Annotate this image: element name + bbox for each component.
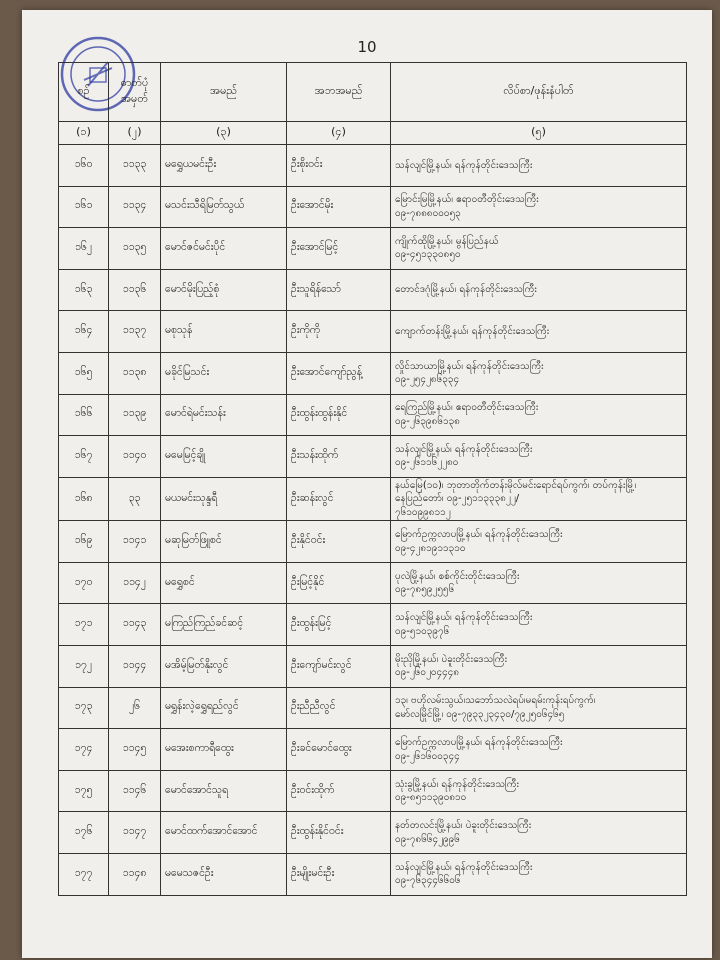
student-name: မအေးစကာရီထွေး [161, 729, 287, 771]
phone-text: ၀၉-၅၁၀၃၉၇၆ [395, 625, 450, 637]
address-phone-cell [391, 186, 687, 228]
student-name: မောင်ထက်အောင်အောင် [161, 812, 287, 854]
father-name: ဦးနိုင်ဝင်း [287, 521, 391, 563]
table-header-row [59, 63, 687, 122]
phone-text: ၀၉-၇၆၃၄၄၆၆၀၆ [395, 875, 461, 887]
father-name: ဦးကိုကို [287, 311, 391, 353]
address-phone-cell [391, 604, 687, 646]
row-number: ၁၇၁ [59, 604, 109, 646]
address-phone-cell [391, 854, 687, 896]
student-name: မဆုမြတ်ဖြူစင် [161, 521, 287, 563]
student-name: မမေသဇင်ဦး [161, 854, 287, 896]
page-number: 10 [357, 38, 377, 56]
father-name: ဦးထွန်းမြင့် [287, 604, 391, 646]
address-text: မြောင်းမြမြို့နယ်၊ ဧရာဝတီတိုင်းဒေသကြီး [395, 194, 539, 206]
student-name: မယမင်းသုန္ဒရီ [161, 477, 287, 521]
row-number: ၁၆၃ [59, 269, 109, 311]
student-name: မရွှေယမင်းဦး [161, 145, 287, 187]
address-text: သန်လျင်မြို့နယ်၊ ရန်ကုန်တိုင်းဒေသကြီး [395, 159, 533, 171]
table-row [59, 228, 687, 270]
student-name: မောင်အောင်သူရ [161, 770, 287, 812]
table-row [59, 604, 687, 646]
photo-number: ၁၁၄၂ [109, 562, 161, 604]
row-number: ၁၇၇ [59, 854, 109, 896]
row-number: ၁၇၄ [59, 729, 109, 771]
phone-text: ၀၉-၂၆၁၆၀၀၃၄၄ [395, 750, 460, 762]
photo-number: ၃၃ [109, 477, 161, 521]
father-name: ဦးသူရိန်သော် [287, 269, 391, 311]
student-name: မရွှေစင် [161, 562, 287, 604]
address-text: မိုးညိုမြို့နယ်၊ ပဲခူးတိုင်းဒေသကြီး [395, 653, 508, 665]
column-header: လိပ်စာ/ဖုန်းနံပါတ် [391, 63, 687, 122]
table-row [59, 145, 687, 187]
address-phone-cell [391, 228, 687, 270]
father-name: ဦးညီညီလွင် [287, 687, 391, 729]
row-number: ၁၆၆ [59, 394, 109, 436]
father-name: ဦးမျိုးမင်းဦး [287, 854, 391, 896]
address-text: မြောက်ဥက္ကလာပမြို့နယ်၊ ရန်ကုန်တိုင်းဒေသကြီး [395, 529, 563, 541]
row-number: ၁၆၁ [59, 186, 109, 228]
address-phone-cell [391, 729, 687, 771]
table-row [59, 854, 687, 896]
address-phone-cell [391, 477, 687, 521]
photo-number: ၁၁၄၃ [109, 604, 161, 646]
father-name: ဦးသန်းထိုက် [287, 436, 391, 478]
phone-text: ၀၉-၄၂၈၁၉၁၁၃၁၀ [395, 542, 466, 554]
phone-text: မော်လမြိုင်မြို့၊ ၀၉-၇၉၃၃၂၃၄၃၀/၇၉၂၅၀၆၄၆၅ [395, 708, 565, 720]
address-text: ရေကြည်မြို့နယ်၊ ဧရာဝတီတိုင်းဒေသကြီး [395, 402, 539, 414]
phone-text: ၀၉-၄၅၁၃၃၀၈၅၀ [395, 249, 461, 261]
table-row [59, 352, 687, 394]
student-name: မောင်ဇင်မင်းပိုင် [161, 228, 287, 270]
row-number: ၁၆၄ [59, 311, 109, 353]
student-name: မောင်ရဲမင်းသန်း [161, 394, 287, 436]
photo-number: ၁၁၃၈ [109, 352, 161, 394]
student-name: မခိုင်မြသင်း [161, 352, 287, 394]
phone-text: ၀၉-၂၆၁၁၆၂၂၈၀ [395, 457, 459, 469]
address-text: ကျောက်တန်းမြို့နယ်၊ ရန်ကုန်တိုင်းဒေသကြီး [395, 325, 550, 337]
row-number: ၁၇၅ [59, 770, 109, 812]
column-index-row [59, 122, 687, 145]
row-number: ၁၇၆ [59, 812, 109, 854]
column-index: (၄) [287, 122, 391, 145]
row-number: ၁၆၅ [59, 352, 109, 394]
row-number: ၁၆၀ [59, 145, 109, 187]
table-row [59, 477, 687, 521]
address-text: သုံးခွမြို့နယ်၊ ရန်ကုန်တိုင်းဒေသကြီး [395, 778, 520, 790]
address-text: ပုလဲမြို့နယ်၊ စစ်ကိုင်းတိုင်းဒေသကြီး [395, 570, 520, 582]
phone-text: ၀၉-၂၅၄၂၈၆၃၃၄ [395, 374, 460, 386]
father-name: ဦးအောင်မြင့် [287, 228, 391, 270]
row-number: ၁၇၃ [59, 687, 109, 729]
address-phone-cell [391, 770, 687, 812]
row-number: ၁၆၈ [59, 477, 109, 521]
father-name: ဦးအောင်ကျော်ညွန့် [287, 352, 391, 394]
father-name: ဦးအောင်မိုး [287, 186, 391, 228]
address-text: တောင်ဒဂုံမြို့နယ်၊ ရန်ကုန်တိုင်းဒေသကြီး [395, 284, 537, 296]
table-row [59, 687, 687, 729]
address-phone-cell [391, 436, 687, 478]
photo-number: ၁၁၄၅ [109, 729, 161, 771]
student-name: မစုသုန် [161, 311, 287, 353]
photo-number: ၁၁၄၈ [109, 854, 161, 896]
phone-text: ၀၉-၈၅၁၁၃၉၀၈၁၀ [395, 792, 467, 804]
photo-number: ၁၁၃၅ [109, 228, 161, 270]
table-row [59, 729, 687, 771]
address-phone-cell [391, 521, 687, 563]
column-header: အဘအမည် [287, 63, 391, 122]
address-phone-cell [391, 394, 687, 436]
photo-number: ၁၁၃၆ [109, 269, 161, 311]
photo-number: ၂၆ [109, 687, 161, 729]
table-row [59, 812, 687, 854]
row-number: ၁၆၂ [59, 228, 109, 270]
table-row [59, 394, 687, 436]
photo-number: ၁၁၃၄ [109, 186, 161, 228]
address-phone-cell [391, 145, 687, 187]
photo-number: ၁၁၃၇ [109, 311, 161, 353]
row-number: ၁၇၀ [59, 562, 109, 604]
father-name: ဦးဝင်းထိုက် [287, 770, 391, 812]
column-header: ဓာတ်ပုံ အမှတ် [109, 63, 161, 122]
phone-text: ၇၆၁၀၉၉၈၁၁၂ [395, 506, 451, 518]
father-name: ဦးမြင့်နိုင် [287, 562, 391, 604]
father-name: ဦးထွန်းထွန်းနိုင် [287, 394, 391, 436]
column-index: (၃) [161, 122, 287, 145]
student-name: မသင်းသီရိမြတ်သွယ် [161, 186, 287, 228]
address-phone-cell [391, 269, 687, 311]
address-phone-cell [391, 562, 687, 604]
address-text: သန်လျင်မြို့နယ်၊ ရန်ကုန်တိုင်းဒေသကြီး [395, 612, 533, 624]
address-text: သန်လျင်မြို့နယ်၊ ရန်ကုန်တိုင်းဒေသကြီး [395, 861, 533, 873]
column-index: (၅) [391, 122, 687, 145]
address-text: လှိုင်သာယာမြို့နယ်၊ ရန်ကုန်တိုင်းဒေသကြီး [395, 360, 544, 372]
photo-number: ၁၁၄၆ [109, 770, 161, 812]
photo-number: ၁၁၄၁ [109, 521, 161, 563]
phone-text: ၀၉-၇၈၅၉၂၅၅၆ [395, 584, 455, 596]
row-number: ၁၆၉ [59, 521, 109, 563]
phone-text: ၀၉-၂၆၀၂၀၄၄၄၈ [395, 667, 460, 679]
phone-text: ၀၉-၇၈၈၈၀၀၀၅၃ [395, 207, 461, 219]
column-header: အမည် [161, 63, 287, 122]
address-phone-cell [391, 352, 687, 394]
column-header: စဉ် [59, 63, 109, 122]
photo-number: ၁၁၄၄ [109, 646, 161, 688]
photo-number: ၁၁၃၉ [109, 394, 161, 436]
table-row [59, 436, 687, 478]
address-phone-cell [391, 687, 687, 729]
row-number: ၁၆၇ [59, 436, 109, 478]
address-text: သန်လျင်မြို့နယ်၊ ရန်ကုန်တိုင်းဒေသကြီး [395, 443, 533, 455]
table-row [59, 269, 687, 311]
student-name: မရွှန်းလဲ့ရွှေရည်လွင် [161, 687, 287, 729]
table-row [59, 186, 687, 228]
father-name: ဦးဆန်းလွင် [287, 477, 391, 521]
photo-number: ၁၁၃၃ [109, 145, 161, 187]
column-index: (၂) [109, 122, 161, 145]
exam-results-table [58, 62, 687, 896]
address-text: ကျိုက်ထိုမြို့နယ်၊ မွန်ပြည်နယ် [395, 235, 499, 247]
table-row [59, 311, 687, 353]
photo-number: ၁၁၄၇ [109, 812, 161, 854]
photo-number: ၁၁၄၀ [109, 436, 161, 478]
address-text: မြောက်ဥက္ကလာပမြို့နယ်၊ ရန်ကုန်တိုင်းဒေသကြီး [395, 737, 563, 749]
table-row [59, 562, 687, 604]
address-text: နယ်မြေ(၁၀)၊ ဘုတာတိုက်တန်းမိုလ်မင်းရောင်ရပ်ကွက်၊ တပ်ကုန်းမြို့၊ နေပြည်တော်၊ ၀၉-၂၅၁၁၃၃၃၈၂၂/ [395, 479, 637, 505]
phone-text: ၀၉-၂၆၃၉၈၆၁၃၈ [395, 415, 460, 427]
student-name: မမေမြင့်ချို [161, 436, 287, 478]
table-row [59, 770, 687, 812]
table-row [59, 521, 687, 563]
student-name: မကြည်ကြည်ခင်ဆင့် [161, 604, 287, 646]
column-index: (၁) [59, 122, 109, 145]
father-name: ဦးကျော်မင်းလွင် [287, 646, 391, 688]
father-name: ဦးခင်မောင်ထွေး [287, 729, 391, 771]
address-phone-cell [391, 646, 687, 688]
father-name: ဦးစိုးဝင်း [287, 145, 391, 187]
student-name: မောင်မိုးပြည့်စုံ [161, 269, 287, 311]
address-text: နတ်တလင်းမြို့နယ်၊ ပဲခူးတိုင်းဒေသကြီး [395, 820, 532, 832]
father-name: ဦးထွန်းနိုင်ဝင်း [287, 812, 391, 854]
address-text: ၁၃၊ ဗဟိုလမ်းသွယ်၊သဘော်သလဲရပ်၊မရမ်းကုန်းရပ်ကွက်၊ [395, 695, 596, 707]
address-phone-cell [391, 812, 687, 854]
row-number: ၁၇၂ [59, 646, 109, 688]
student-name: မအိမ့်မြတ်နိုးလွင် [161, 646, 287, 688]
phone-text: ၀၉-၇၈၆၆၄၂၉၉၆ [395, 833, 460, 845]
address-phone-cell [391, 311, 687, 353]
table-row [59, 646, 687, 688]
